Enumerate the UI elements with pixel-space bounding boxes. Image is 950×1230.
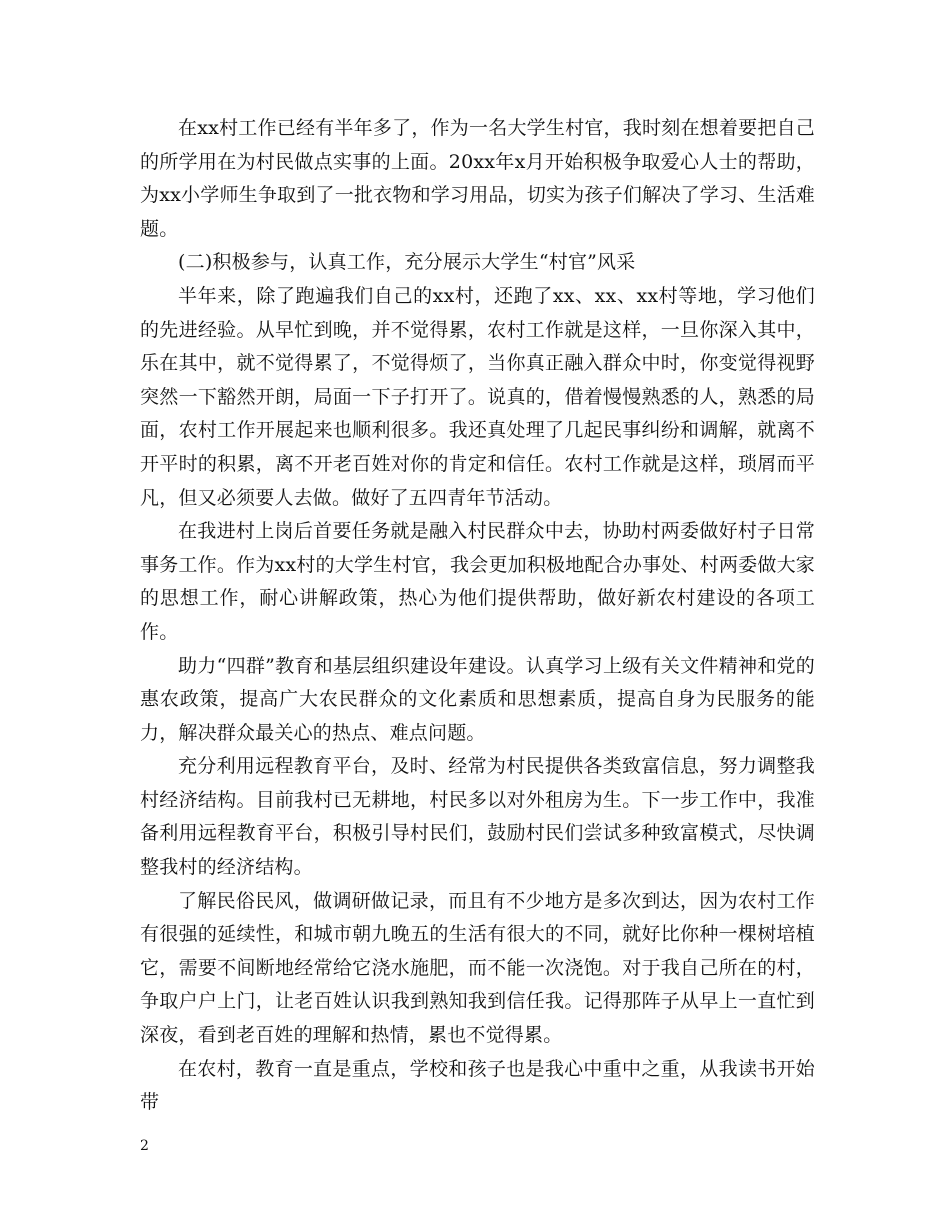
paragraph: 半年来，除了跑遍我们自己的xx村，还跑了xx、xx、xx村等地，学习他们的先进经验。从早忙到晚，并不觉得累，农村工作就是这样，一旦你深入其中，乐在其中，就不觉得累了，不觉得烦了，当你真正融入群众中时，你变觉得视野突然一下豁然开朗，局面一下子打开了。说真的，借着慢慢熟悉的人，熟悉的局面，农村工作开展起来也顺利很多。我还真处理了几起民事纠纷和调解，就离不开平时的积累，离不开老百姓对你的肯定和信任。农村工作就是这样，琐屑而平凡，但又必须要人去做。做好了五四青年节活动。 bbox=[140, 284, 815, 509]
paragraph: 了解民俗民风，做调研做记录，而且有不少地方是多次到达，因为农村工作有很强的延续性，和城市朝九晚五的生活有很大的不同，就好比你种一棵树培植它，需要不间断地经常给它浇水施肥，而不能一次浇饱。对于我自己所在的村，争取户户上门，让老百姓认识我到熟知我到信任我。记得那阵子从早上一直忙到深夜，看到老百姓的理解和热情，累也不觉得累。 bbox=[140, 889, 815, 1047]
section-heading: (二)积极参与，认真工作，充分展示大学生“村官”风采 bbox=[178, 251, 636, 274]
paragraph: 在我进村上岗后首要任务就是融入村民群众中去，协助村两委做好村子日常事务工作。作为xx村的大学生村官，我会更加积极地配合办事处、村两委做大家的思想工作，耐心讲解政策，热心为他们提供帮助，做好新农村建设的各项工作。 bbox=[140, 520, 815, 643]
paragraph: 在农村，教育一直是重点，学校和孩子也是我心中重中之重，从我读书开始带 bbox=[140, 1057, 815, 1114]
page-number: 2 bbox=[140, 1138, 149, 1154]
paragraph: 助力“四群”教育和基层组织建设年建设。认真学习上级有关文件精神和党的惠农政策，提高广大农民群众的文化素质和思想素质，提高自身为民服务的能力，解决群众最关心的热点、难点问题。 bbox=[140, 654, 815, 744]
paragraph: 在xx村工作已经有半年多了，作为一名大学生村官，我时刻在想着要把自己的所学用在为村民做点实事的上面。20xx年x月开始积极争取爱心人士的帮助，为xx小学师生争取到了一批衣物和学习用品，切实为孩子们解决了学习、生活难题。 bbox=[140, 117, 815, 240]
document-body bbox=[140, 112, 815, 1120]
paragraph: 充分利用远程教育平台，及时、经常为村民提供各类致富信息，努力调整我村经济结构。目前我村已无耕地，村民多以对外租房为生。下一步工作中，我准备利用远程教育平台，积极引导村民们，鼓励村民们尝试多种致富模式，尽快调整我村的经济结构。 bbox=[140, 755, 815, 879]
